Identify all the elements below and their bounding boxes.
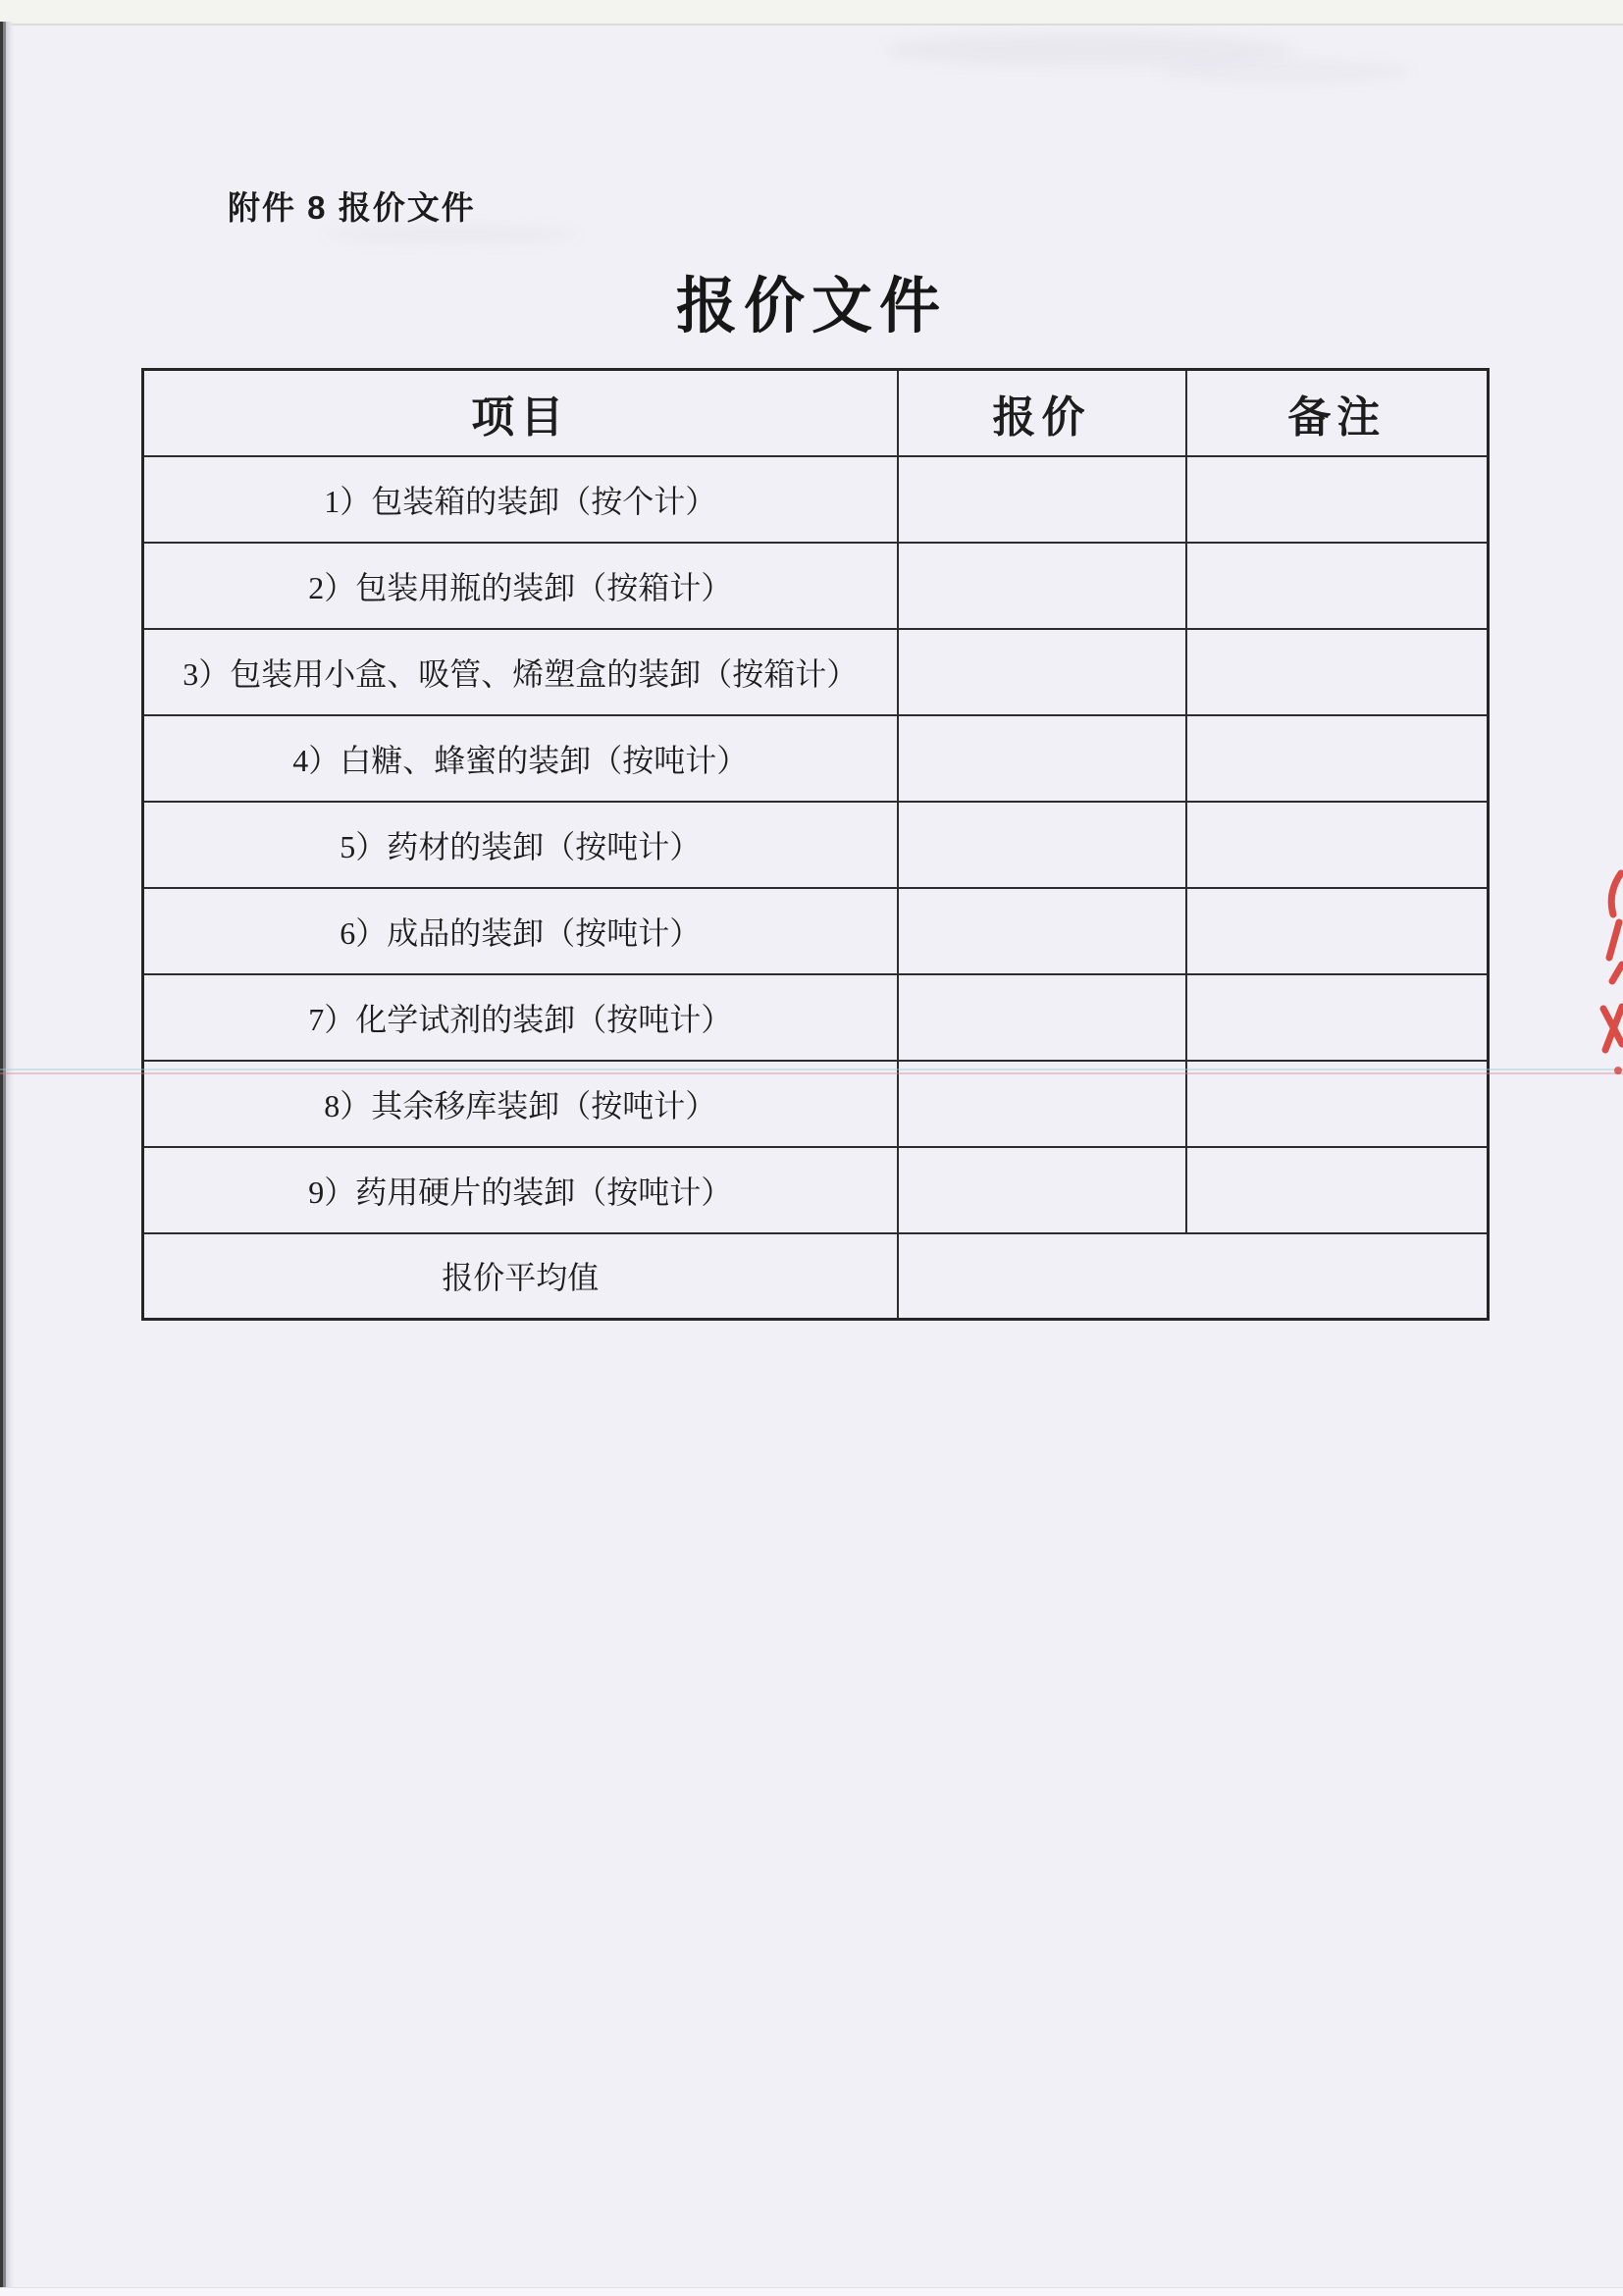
column-header-item: 项目 <box>143 370 898 456</box>
scan-smudge <box>1158 59 1413 84</box>
paper-left-edge-shadow <box>0 22 14 2295</box>
column-header-price: 报价 <box>898 370 1186 456</box>
price-cell <box>898 543 1186 629</box>
price-cell <box>898 888 1186 974</box>
remark-cell <box>1186 629 1489 715</box>
item-label: 2）包装用瓶的装卸（按箱计） <box>143 543 898 629</box>
paper-fold-line-pink <box>0 1072 1623 1074</box>
table-header-row <box>143 370 1489 456</box>
remark-cell <box>1186 456 1489 543</box>
table-row <box>143 543 1489 629</box>
table-row <box>143 629 1489 715</box>
item-label: 9）药用硬片的装卸（按吨计） <box>143 1147 898 1233</box>
item-label: 8）其余移库装卸（按吨计） <box>143 1061 898 1147</box>
remark-cell <box>1186 715 1489 802</box>
item-label: 7）化学试剂的装卸（按吨计） <box>143 974 898 1061</box>
item-label: 6）成品的装卸（按吨计） <box>143 888 898 974</box>
average-label: 报价平均值 <box>143 1233 898 1320</box>
remark-cell <box>1186 974 1489 1061</box>
remark-cell <box>1186 1147 1489 1233</box>
remark-cell <box>1186 543 1489 629</box>
page-title: 报价文件 <box>675 273 947 340</box>
item-label: 4）白糖、蜂蜜的装卸（按吨计） <box>143 715 898 802</box>
remark-cell <box>1186 888 1489 974</box>
quotation-table <box>141 368 1490 1321</box>
table-row <box>143 802 1489 888</box>
item-label: 3）包装用小盒、吸管、烯塑盒的装卸（按箱计） <box>143 629 898 715</box>
price-cell <box>898 629 1186 715</box>
table-row <box>143 888 1489 974</box>
price-cell <box>898 715 1186 802</box>
table-row <box>143 1147 1489 1233</box>
scan-top-band <box>0 0 1623 26</box>
item-label: 5）药材的装卸（按吨计） <box>143 802 898 888</box>
column-header-remark: 备注 <box>1186 370 1489 456</box>
price-cell <box>898 802 1186 888</box>
paper-fold-line-cyan <box>0 1069 1623 1070</box>
attachment-note: 附件 8 报价文件 <box>228 189 476 226</box>
remark-cell <box>1186 802 1489 888</box>
price-cell <box>898 1147 1186 1233</box>
item-label: 1）包装箱的装卸（按个计） <box>143 456 898 543</box>
price-cell <box>898 974 1186 1061</box>
red-stamp-fragment <box>1594 869 1623 1087</box>
average-value-cell <box>898 1233 1489 1320</box>
table-row <box>143 974 1489 1061</box>
price-cell <box>898 456 1186 543</box>
table-row-average <box>143 1233 1489 1320</box>
table-row <box>143 456 1489 543</box>
table-row <box>143 715 1489 802</box>
